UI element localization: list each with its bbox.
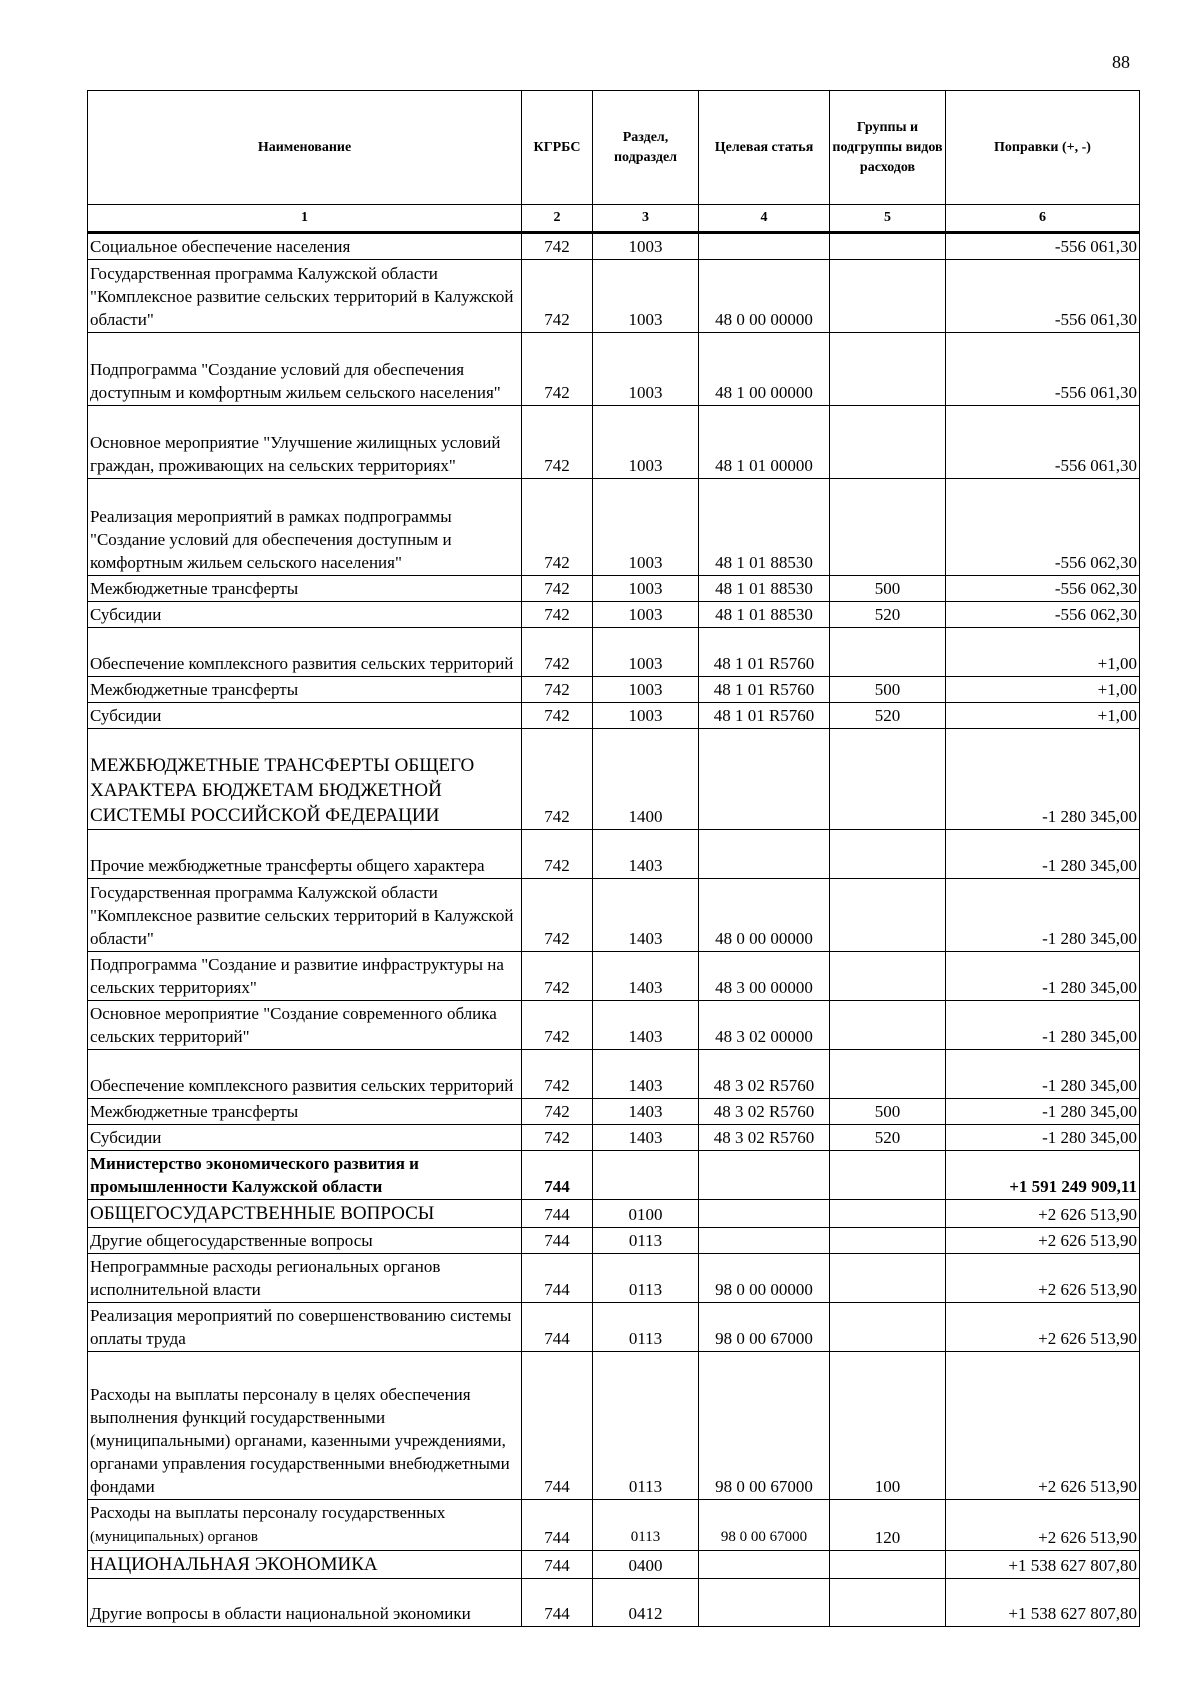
row-section: 0113 xyxy=(593,1352,699,1500)
row-section: 1003 xyxy=(593,602,699,628)
row-name: Расходы на выплаты персоналу в целях обеспечения выполнения функций государственными (муниципальными) органами, казенными учреждениями, органами управления государственными внебюджетными фондами xyxy=(88,1352,522,1500)
row-section: 1403 xyxy=(593,879,699,952)
row-kgrbs: 744 xyxy=(522,1579,593,1627)
row-kgrbs: 742 xyxy=(522,830,593,879)
row-amount: +2 626 513,90 xyxy=(946,1352,1140,1500)
column-number: 2 xyxy=(522,205,593,233)
table-row xyxy=(88,952,1140,1001)
row-group xyxy=(830,479,946,576)
row-amount: +2 626 513,90 xyxy=(946,1200,1140,1228)
row-amount: +2 626 513,90 xyxy=(946,1500,1140,1551)
row-kgrbs: 742 xyxy=(522,677,593,703)
row-amount: -556 062,30 xyxy=(946,602,1140,628)
row-kgrbs: 742 xyxy=(522,602,593,628)
row-amount: +2 626 513,90 xyxy=(946,1254,1140,1303)
row-kgrbs: 742 xyxy=(522,703,593,729)
row-group xyxy=(830,1050,946,1099)
row-amount: -1 280 345,00 xyxy=(946,1001,1140,1050)
table-row xyxy=(88,677,1140,703)
column-number: 6 xyxy=(946,205,1140,233)
row-name: Государственная программа Калужской области "Комплексное развитие сельских территорий в Калужской области" xyxy=(88,879,522,952)
row-section: 1003 xyxy=(593,233,699,260)
row-target: 48 1 01 88530 xyxy=(699,602,830,628)
row-name: НАЦИОНАЛЬНАЯ ЭКОНОМИКА xyxy=(88,1551,522,1579)
row-section: 1403 xyxy=(593,1099,699,1125)
table-row xyxy=(88,1228,1140,1254)
row-kgrbs: 744 xyxy=(522,1551,593,1579)
row-amount: +1,00 xyxy=(946,703,1140,729)
row-target: 48 3 02 R5760 xyxy=(699,1050,830,1099)
row-name: Реализация мероприятий в рамках подпрограммы "Создание условий для обеспечения доступным и комфортным жильем сельского населения" xyxy=(88,479,522,576)
row-section: 1003 xyxy=(593,333,699,406)
row-group xyxy=(830,879,946,952)
table-row xyxy=(88,260,1140,333)
row-kgrbs: 742 xyxy=(522,1001,593,1050)
header-kgrbs: КГРБС xyxy=(522,91,593,205)
row-group: 120 xyxy=(830,1500,946,1551)
table-row xyxy=(88,1200,1140,1228)
row-name xyxy=(88,1500,522,1551)
row-name: Межбюджетные трансферты xyxy=(88,677,522,703)
row-kgrbs: 744 xyxy=(522,1352,593,1500)
row-target: 48 1 01 R5760 xyxy=(699,628,830,677)
row-kgrbs: 744 xyxy=(522,1151,593,1200)
row-kgrbs: 742 xyxy=(522,729,593,830)
row-target xyxy=(699,233,830,260)
row-group xyxy=(830,1303,946,1352)
table-row xyxy=(88,406,1140,479)
row-kgrbs: 742 xyxy=(522,333,593,406)
row-section: 1403 xyxy=(593,830,699,879)
row-amount: -1 280 345,00 xyxy=(946,1050,1140,1099)
row-kgrbs: 742 xyxy=(522,1125,593,1151)
row-target: 48 1 01 R5760 xyxy=(699,703,830,729)
row-target xyxy=(699,729,830,830)
row-target: 98 0 00 67000 xyxy=(699,1500,830,1551)
table-row xyxy=(88,1500,1140,1551)
row-target xyxy=(699,830,830,879)
row-target: 48 0 00 00000 xyxy=(699,879,830,952)
row-group xyxy=(830,1579,946,1627)
row-kgrbs: 742 xyxy=(522,952,593,1001)
row-section: 1003 xyxy=(593,677,699,703)
row-kgrbs: 742 xyxy=(522,628,593,677)
row-group xyxy=(830,1200,946,1228)
row-amount: -1 280 345,00 xyxy=(946,729,1140,830)
table-row xyxy=(88,233,1140,260)
row-group xyxy=(830,1151,946,1200)
table-row xyxy=(88,830,1140,879)
row-kgrbs: 744 xyxy=(522,1500,593,1551)
table-row xyxy=(88,703,1140,729)
row-amount: -556 062,30 xyxy=(946,479,1140,576)
row-name: Социальное обеспечение населения xyxy=(88,233,522,260)
table-row xyxy=(88,1001,1140,1050)
row-name: Межбюджетные трансферты xyxy=(88,1099,522,1125)
row-amount: +1 538 627 807,80 xyxy=(946,1551,1140,1579)
row-name: Министерство экономического развития и промышленности Калужской области xyxy=(88,1151,522,1200)
row-group xyxy=(830,333,946,406)
row-name: Непрограммные расходы региональных органов исполнительной власти xyxy=(88,1254,522,1303)
row-section: 0400 xyxy=(593,1551,699,1579)
row-name: Обеспечение комплексного развития сельских территорий xyxy=(88,628,522,677)
row-kgrbs: 742 xyxy=(522,406,593,479)
row-section: 1003 xyxy=(593,479,699,576)
table-row xyxy=(88,1125,1140,1151)
column-number-row xyxy=(88,205,1140,233)
row-amount: -556 061,30 xyxy=(946,333,1140,406)
row-target xyxy=(699,1551,830,1579)
row-amount: -556 061,30 xyxy=(946,406,1140,479)
row-target: 48 3 02 R5760 xyxy=(699,1099,830,1125)
row-group xyxy=(830,1254,946,1303)
header-group: Группы и подгруппы видов расходов xyxy=(830,91,946,205)
row-target: 48 3 02 00000 xyxy=(699,1001,830,1050)
row-group: 520 xyxy=(830,1125,946,1151)
row-group xyxy=(830,260,946,333)
row-kgrbs: 742 xyxy=(522,233,593,260)
row-target xyxy=(699,1228,830,1254)
row-name: Другие общегосударственные вопросы xyxy=(88,1228,522,1254)
column-number: 1 xyxy=(88,205,522,233)
header-target: Целевая статья xyxy=(699,91,830,205)
row-amount: -1 280 345,00 xyxy=(946,830,1140,879)
table-row xyxy=(88,602,1140,628)
row-kgrbs: 744 xyxy=(522,1254,593,1303)
header-section: Раздел, подраздел xyxy=(593,91,699,205)
row-section: 0113 xyxy=(593,1254,699,1303)
row-section: 1403 xyxy=(593,1050,699,1099)
row-target: 48 3 02 R5760 xyxy=(699,1125,830,1151)
column-number: 3 xyxy=(593,205,699,233)
row-section: 1003 xyxy=(593,703,699,729)
row-kgrbs: 742 xyxy=(522,1099,593,1125)
row-section: 1400 xyxy=(593,729,699,830)
table-row xyxy=(88,628,1140,677)
row-name: Подпрограмма "Создание и развитие инфраструктуры на сельских территориях" xyxy=(88,952,522,1001)
row-name: Обеспечение комплексного развития сельских территорий xyxy=(88,1050,522,1099)
table-row xyxy=(88,879,1140,952)
row-amount: -1 280 345,00 xyxy=(946,952,1140,1001)
row-section: 0412 xyxy=(593,1579,699,1627)
row-section: 0100 xyxy=(593,1200,699,1228)
row-amount: -556 062,30 xyxy=(946,576,1140,602)
row-kgrbs: 742 xyxy=(522,879,593,952)
row-target: 48 3 00 00000 xyxy=(699,952,830,1001)
row-name: Субсидии xyxy=(88,703,522,729)
row-target: 48 1 01 88530 xyxy=(699,479,830,576)
row-amount: +1 591 249 909,11 xyxy=(946,1151,1140,1200)
row-group: 500 xyxy=(830,1099,946,1125)
row-target: 98 0 00 67000 xyxy=(699,1303,830,1352)
row-amount: +1,00 xyxy=(946,628,1140,677)
table-row xyxy=(88,576,1140,602)
row-section: 1403 xyxy=(593,1001,699,1050)
row-section: 1403 xyxy=(593,1125,699,1151)
table-row xyxy=(88,1551,1140,1579)
row-target xyxy=(699,1151,830,1200)
table-row xyxy=(88,1151,1140,1200)
row-name-line: Расходы на выплаты персоналу государственных xyxy=(90,1503,446,1522)
row-target: 48 1 01 R5760 xyxy=(699,677,830,703)
row-amount: +2 626 513,90 xyxy=(946,1228,1140,1254)
column-number: 4 xyxy=(699,205,830,233)
row-name: Реализация мероприятий по совершенствованию системы оплаты труда xyxy=(88,1303,522,1352)
page-number: 88 xyxy=(1112,52,1130,72)
table-row xyxy=(88,1303,1140,1352)
row-group xyxy=(830,233,946,260)
table-row xyxy=(88,1099,1140,1125)
row-group: 500 xyxy=(830,576,946,602)
row-amount: -1 280 345,00 xyxy=(946,1125,1140,1151)
row-target: 48 1 01 88530 xyxy=(699,576,830,602)
row-section: 0113 xyxy=(593,1303,699,1352)
table-row xyxy=(88,1352,1140,1500)
row-target: 98 0 00 00000 xyxy=(699,1254,830,1303)
row-target: 48 1 01 00000 xyxy=(699,406,830,479)
header-row xyxy=(88,91,1140,205)
row-group xyxy=(830,628,946,677)
row-name-line: (муниципальных) органов xyxy=(90,1529,259,1545)
row-group xyxy=(830,830,946,879)
header-amount: Поправки (+, -) xyxy=(946,91,1140,205)
row-amount: -556 061,30 xyxy=(946,260,1140,333)
row-group xyxy=(830,1228,946,1254)
row-group xyxy=(830,1001,946,1050)
row-target: 98 0 00 67000 xyxy=(699,1352,830,1500)
row-name: Субсидии xyxy=(88,602,522,628)
table-row xyxy=(88,479,1140,576)
row-name: МЕЖБЮДЖЕТНЫЕ ТРАНСФЕРТЫ ОБЩЕГО ХАРАКТЕРА БЮДЖЕТАМ БЮДЖЕТНОЙ СИСТЕМЫ РОССИЙСКОЙ ФЕДЕРАЦИИ xyxy=(88,729,522,830)
row-kgrbs: 744 xyxy=(522,1200,593,1228)
row-amount: +1 538 627 807,80 xyxy=(946,1579,1140,1627)
table-row xyxy=(88,729,1140,830)
budget-table xyxy=(87,90,1140,1627)
row-group xyxy=(830,406,946,479)
row-name: Субсидии xyxy=(88,1125,522,1151)
row-kgrbs: 744 xyxy=(522,1228,593,1254)
row-group xyxy=(830,729,946,830)
row-section: 1003 xyxy=(593,406,699,479)
row-section: 1003 xyxy=(593,576,699,602)
row-group xyxy=(830,952,946,1001)
row-group: 520 xyxy=(830,602,946,628)
table-row xyxy=(88,1050,1140,1099)
row-section: 0113 xyxy=(593,1228,699,1254)
row-kgrbs: 742 xyxy=(522,576,593,602)
column-number: 5 xyxy=(830,205,946,233)
row-amount: +1,00 xyxy=(946,677,1140,703)
row-amount: -556 061,30 xyxy=(946,233,1140,260)
row-name: Основное мероприятие "Создание современного облика сельских территорий" xyxy=(88,1001,522,1050)
table-row xyxy=(88,333,1140,406)
row-kgrbs: 744 xyxy=(522,1303,593,1352)
table-row xyxy=(88,1579,1140,1627)
row-section: 1403 xyxy=(593,952,699,1001)
row-group: 100 xyxy=(830,1352,946,1500)
row-name: Другие вопросы в области национальной экономики xyxy=(88,1579,522,1627)
row-amount: -1 280 345,00 xyxy=(946,879,1140,952)
row-name: ОБЩЕГОСУДАРСТВЕННЫЕ ВОПРОСЫ xyxy=(88,1200,522,1228)
header-name: Наименование xyxy=(88,91,522,205)
row-group: 500 xyxy=(830,677,946,703)
row-target xyxy=(699,1200,830,1228)
row-section: 0113 xyxy=(593,1500,699,1551)
row-name: Межбюджетные трансферты xyxy=(88,576,522,602)
row-section: 1003 xyxy=(593,260,699,333)
row-amount: -1 280 345,00 xyxy=(946,1099,1140,1125)
row-kgrbs: 742 xyxy=(522,479,593,576)
row-group: 520 xyxy=(830,703,946,729)
row-target: 48 1 00 00000 xyxy=(699,333,830,406)
row-target: 48 0 00 00000 xyxy=(699,260,830,333)
row-amount: +2 626 513,90 xyxy=(946,1303,1140,1352)
row-kgrbs: 742 xyxy=(522,260,593,333)
row-section xyxy=(593,1151,699,1200)
row-group xyxy=(830,1551,946,1579)
row-name: Прочие межбюджетные трансферты общего характера xyxy=(88,830,522,879)
row-name: Государственная программа Калужской области "Комплексное развитие сельских территорий в Калужской области" xyxy=(88,260,522,333)
row-section: 1003 xyxy=(593,628,699,677)
row-name: Основное мероприятие "Улучшение жилищных условий граждан, проживающих на сельских территориях" xyxy=(88,406,522,479)
table-row xyxy=(88,1254,1140,1303)
row-kgrbs: 742 xyxy=(522,1050,593,1099)
row-name: Подпрограмма "Создание условий для обеспечения доступным и комфортным жильем сельского населения" xyxy=(88,333,522,406)
row-target xyxy=(699,1579,830,1627)
